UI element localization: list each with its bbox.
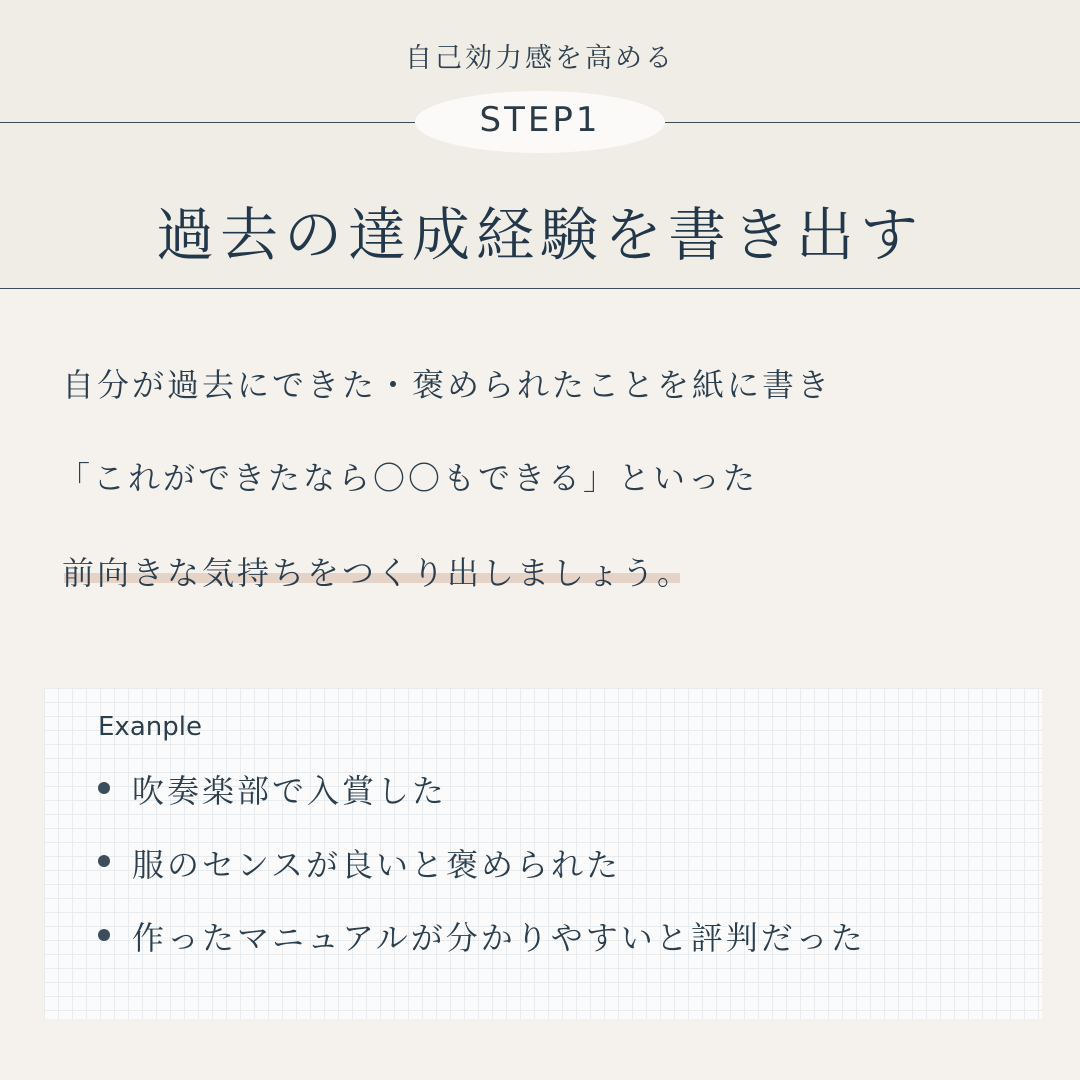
step-label: STEP1 bbox=[479, 100, 601, 140]
page-title: 過去の達成経験を書き出す bbox=[155, 201, 924, 269]
body-line-1: 自分が過去にできた・褒められたことを紙に書き bbox=[62, 366, 833, 404]
bullet-icon bbox=[98, 782, 110, 794]
header-divider bbox=[0, 288, 1080, 289]
divider-right bbox=[662, 122, 1080, 123]
example-label: Exanple bbox=[98, 712, 202, 742]
example-item: 服のセンスが良いと褒められた bbox=[132, 846, 622, 884]
bullet-icon bbox=[98, 929, 110, 941]
bullet-icon bbox=[98, 855, 110, 867]
divider-left bbox=[0, 122, 420, 123]
body-line-2: 「これができたなら〇〇もできる」といった bbox=[58, 459, 759, 497]
kicker-text: 自己効力感を高める bbox=[405, 43, 675, 74]
example-item: 作ったマニュアルが分かりやすいと評判だった bbox=[132, 919, 866, 957]
example-item: 吹奏楽部で入賞した bbox=[132, 772, 448, 810]
body-line-3: 前向きな気持ちをつくり出しましょう。 bbox=[62, 554, 693, 592]
